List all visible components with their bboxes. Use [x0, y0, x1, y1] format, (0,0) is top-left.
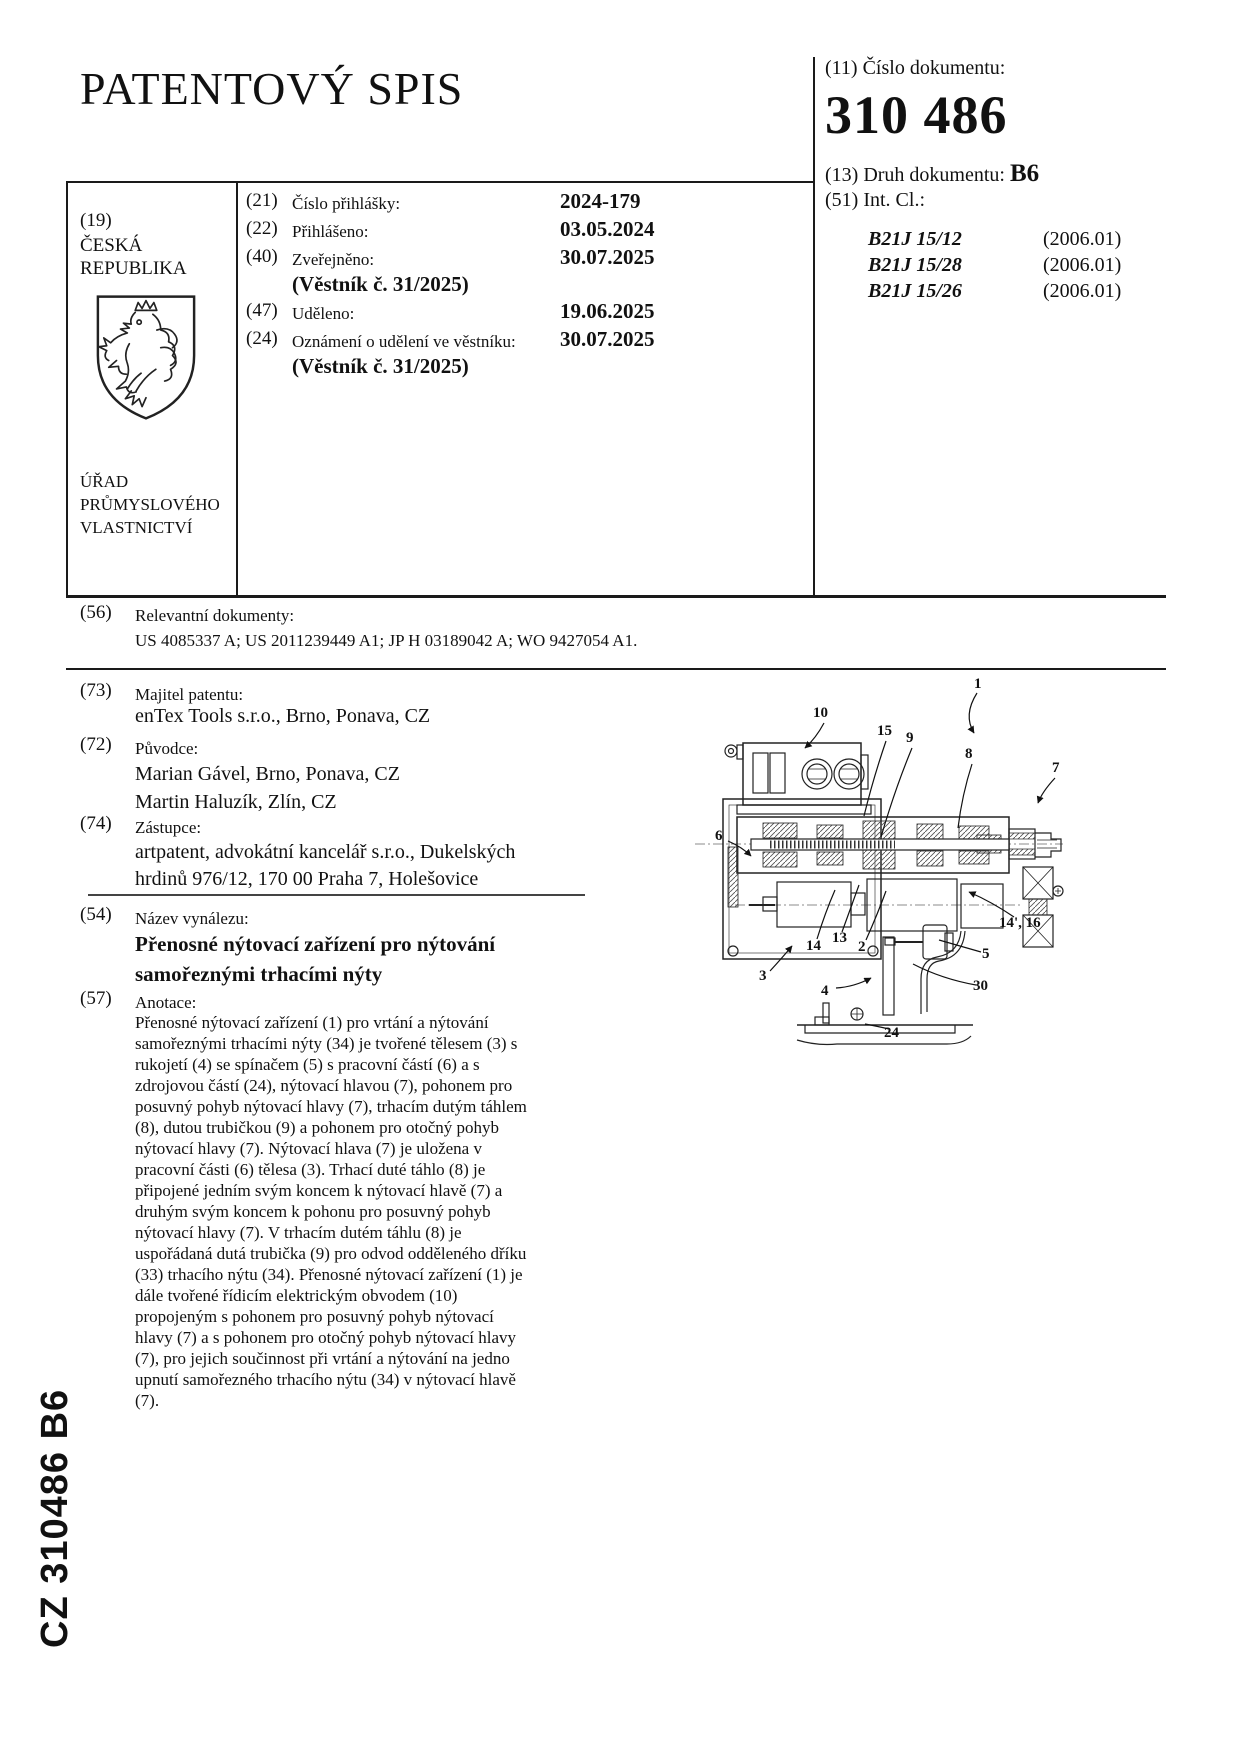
field-21-num: (21): [246, 190, 278, 211]
int-cl-version: (2006.01): [1043, 280, 1122, 302]
czech-lion-emblem: [92, 292, 200, 425]
representative: artpatent, advokátní kancelář s.r.o., Dukelských hrdinů 976/12, 170 00 Praha 7, Holešovice: [135, 841, 516, 890]
doc-number-label: [825, 57, 1005, 80]
header-divider-rule: [813, 57, 815, 597]
figure-ref-label: 1: [974, 676, 982, 692]
field-57-num: (57): [80, 988, 112, 1009]
figure-ref-label: 24: [884, 1025, 899, 1041]
figure-ref-label: 9: [906, 730, 914, 746]
field-47-num: (47): [246, 300, 278, 321]
field-54-label: Název vynálezu:: [135, 909, 249, 928]
table-divider-rule: [236, 181, 238, 597]
field-54-num: (54): [80, 904, 112, 925]
figure-ref-label: 13: [832, 930, 847, 946]
field-21-label: Číslo přihlášky:: [292, 194, 401, 213]
field-73-num: (73): [80, 680, 112, 701]
country-name-line2: REPUBLIKA: [80, 258, 187, 279]
office-name: ÚŘAD PRŮMYSLOVÉHO VLASTNICTVÍ: [80, 472, 220, 537]
doc-number-value: 310 486: [825, 85, 1008, 145]
inventors: Marian Gável, Brno, Ponava, CZ Martin Haluzík, Zlín, CZ: [135, 763, 400, 813]
int-cl-class: B21J 15/12: [868, 228, 962, 250]
table-left-rule: [66, 181, 68, 597]
field-47-label: Uděleno:: [292, 304, 355, 323]
figure-ref-label: 5: [982, 946, 990, 962]
field-24-num: (24): [246, 328, 278, 349]
field-22-value: 03.05.2024: [560, 217, 655, 241]
field-24-note: (Věstník č. 31/2025): [292, 354, 469, 378]
page-title: PATENTOVÝ SPIS: [80, 63, 464, 114]
field-51-label: Int. Cl.:: [863, 189, 925, 211]
emblem-shield-icon: [92, 292, 200, 425]
int-cl-class: B21J 15/28: [868, 254, 962, 276]
figure-ref-label: 4: [821, 983, 829, 999]
figure-ref-label: 15: [877, 723, 892, 739]
field-56-num: (56): [80, 602, 112, 623]
field-24-label: Oznámení o udělení ve věstníku:: [292, 332, 516, 351]
figure-ref-label: 6: [715, 828, 723, 844]
patent-drawing-figure: [625, 597, 1065, 1067]
int-cl-line: [825, 189, 925, 212]
int-cl-version: (2006.01): [1043, 228, 1122, 250]
field-47-value: 19.06.2025: [560, 299, 655, 323]
patent-owner: enTex Tools s.r.o., Brno, Ponava, CZ: [135, 705, 431, 727]
int-cl-version: (2006.01): [1043, 254, 1122, 276]
field-13-num: (13): [825, 164, 859, 186]
invention-title: Přenosné nýtovací zařízení pro nýtování samořeznými trhacími nýty: [135, 932, 496, 986]
field-40-num: (40): [246, 246, 278, 267]
figure-ref-label: 2: [858, 939, 866, 955]
field-13-label: Druh dokumentu:: [863, 164, 1005, 186]
field-40-note: (Věstník č. 31/2025): [292, 272, 469, 296]
field-72-num: (72): [80, 734, 112, 755]
country-name-line1: ČESKÁ: [80, 235, 143, 256]
field-73-label: Majitel patentu:: [135, 685, 244, 704]
patent-drawing: [625, 597, 1065, 1067]
field-56-label: Relevantní dokumenty:: [135, 606, 295, 625]
abstract-text: Přenosné nýtovací zařízení (1) pro vrtání a nýtování samořeznými trhacími nýty (34) je tvořené tělesem (3) s rukojetí (4) se spínačem (5) s pracovní částí (6) a s zdrojovou částí (24), nýtovací hlavou (7), pohonem pro posuvný pohyb nýtovací hlavy (7), trhacím dutým táhlem (8), dutou trubičkou (9) a pohonem pro otočný pohyb nýtovací hlavy (7). Nýtovací hlava (7) je uložena v pracovní části (6) tělesa (3). Trhací duté táhlo (8) je připojené jedním svým koncem k nýtovací hlavě (7) a druhým svým koncem k pohonu pro posuvný pohyb nýtovací hlavy (7). V trhacím dutém táhlu (8) je uspořádaná dutá trubička (9) pro odvod odděleného dříku (33) trhacího nýtu (34). Přenosné nýtovací zařízení (1) je dále tvořené řídicím elektrickým obvodem (10) propojeným s pohonem pro posuvný pohyb nýtovací hlavy (7) a s pohonem pro otočný pohyb nýtovací hlavy (7), pro jejich součinnost při vrtání a nýtování na jedno upnutí samořezného trhacího nýtu (34) v nýtovací hlavě (7).: [135, 1013, 527, 1410]
field-56-refs: US 4085337 A; US 2011239449 A1; JP H 03189042 A; WO 9427054 A1.: [135, 631, 638, 650]
field-74-label: Zástupce:: [135, 818, 202, 837]
figure-ref-label: 14', 16: [999, 915, 1041, 931]
figure-ref-label: 14: [806, 938, 821, 954]
figure-ref-label: 3: [759, 968, 767, 984]
field-22-num: (22): [246, 218, 278, 239]
field-19-num: (19): [80, 210, 112, 231]
field-51-num: (51): [825, 189, 859, 211]
document-id-vertical: CZ 310486 B6: [34, 1388, 76, 1648]
table-top-rule: [66, 181, 813, 183]
left-column-rule: [88, 894, 585, 896]
int-cl-class: B21J 15/26: [868, 280, 962, 302]
field-11-num: (11): [825, 57, 858, 79]
field-11-label: Číslo dokumentu:: [862, 57, 1006, 79]
field-21-value: 2024-179: [560, 189, 641, 213]
figure-ref-label: 10: [813, 705, 828, 721]
field-24-value: 30.07.2025: [560, 327, 655, 351]
figure-ref-label: 30: [973, 978, 988, 994]
figure-ref-label: 7: [1052, 760, 1060, 776]
doc-kind-line: [825, 160, 1039, 188]
field-57-label: Anotace:: [135, 993, 197, 1012]
field-40-value: 30.07.2025: [560, 245, 655, 269]
field-74-num: (74): [80, 813, 112, 834]
field-40-label: Zveřejněno:: [292, 250, 375, 269]
figure-ref-label: 8: [965, 746, 973, 762]
field-72-label: Původce:: [135, 739, 199, 758]
doc-kind-value: B6: [1009, 160, 1040, 187]
field-22-label: Přihlášeno:: [292, 222, 369, 241]
